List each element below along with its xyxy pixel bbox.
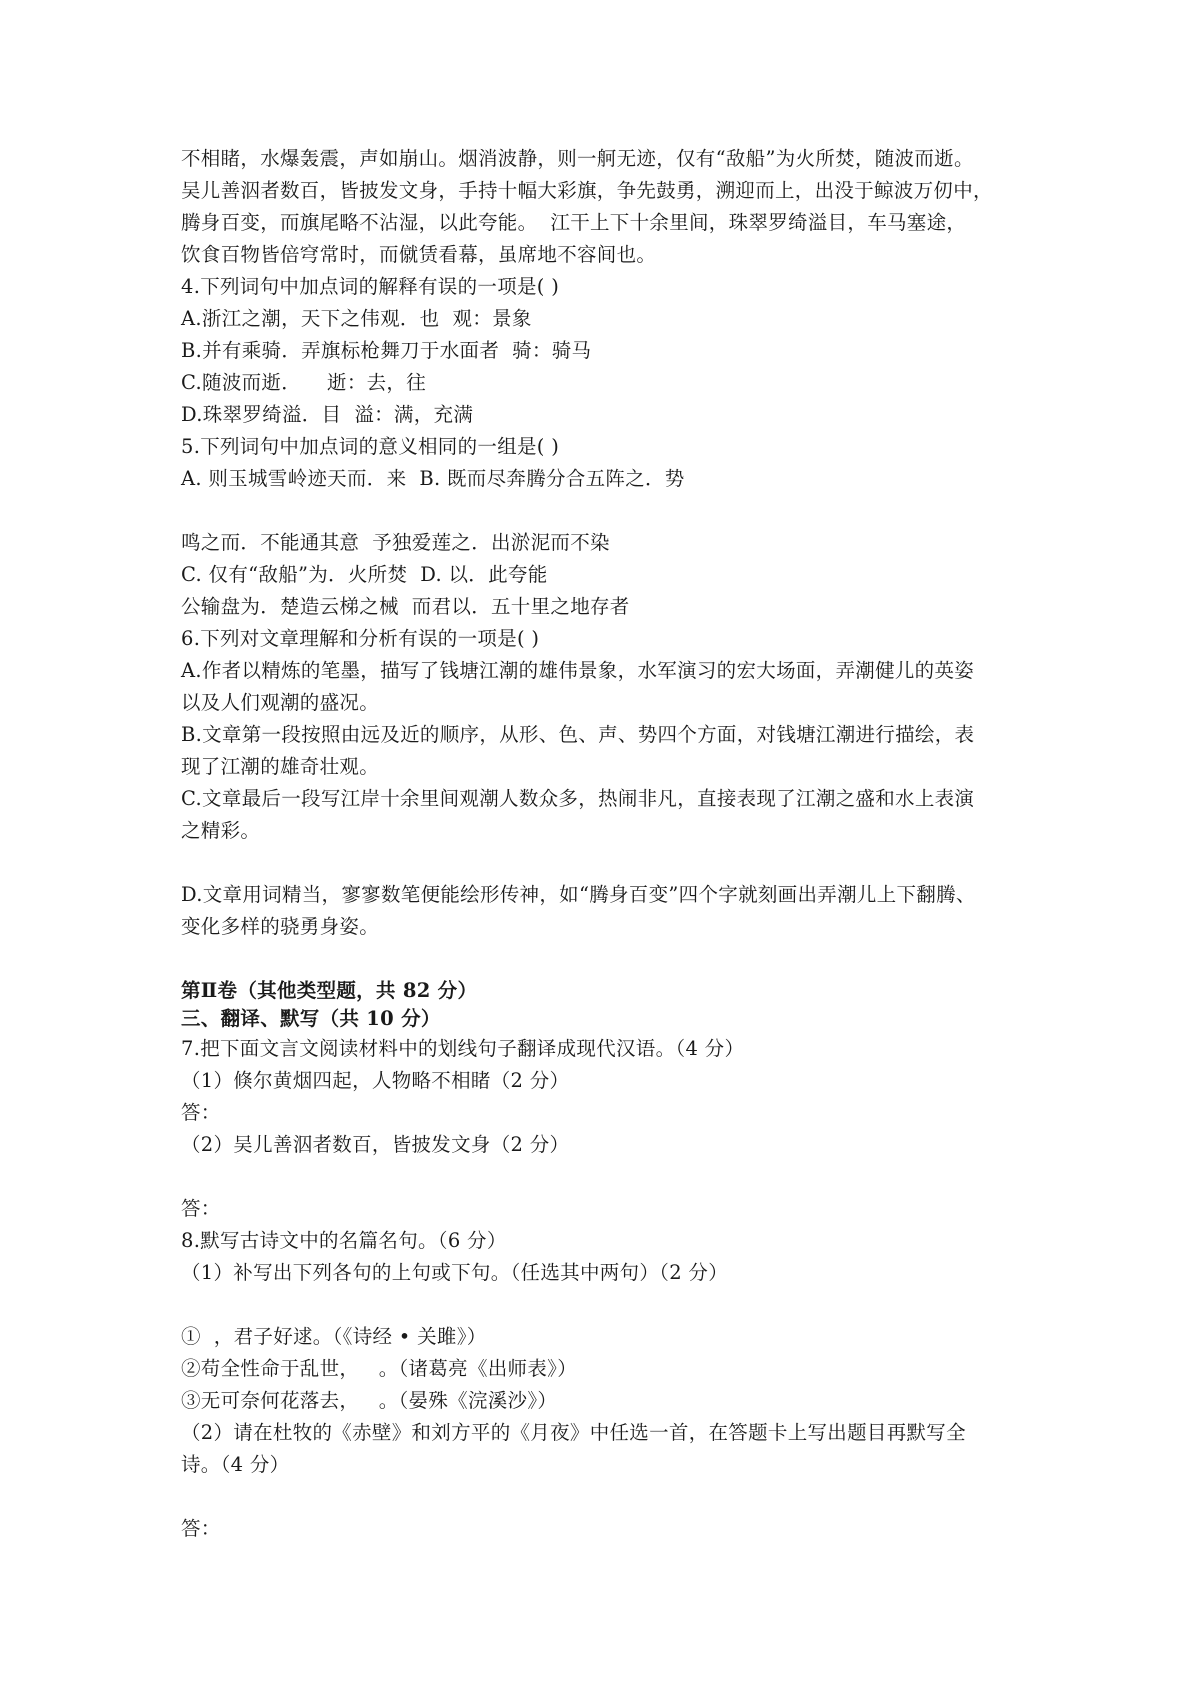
passage-line: 不相睹，水爆轰震，声如崩山。烟消波静，则一舸无迹，仅有“敌船”为火所焚，随波而逝。 <box>181 147 974 170</box>
q4-option-d: D.珠翠罗绮溢．目 溢：满，充满 <box>181 403 474 426</box>
q4-stem: 4.下列词句中加点词的解释有误的一项是( ) <box>181 275 560 298</box>
q6-option-d-cont: 变化多样的骁勇身姿。 <box>181 915 380 938</box>
q6-option-c: C.文章最后一段写江岸十余里间观潮人数众多，热闹非凡，直接表现了江潮之盛和水上表演 <box>181 787 975 810</box>
q6-stem: 6.下列对文章理解和分析有误的一项是( ) <box>181 627 540 650</box>
passage-line: 腾身百变，而旗尾略不沾湿，以此夸能。 江干上下十余里间，珠翠罗绮溢目，车马塞途， <box>181 211 967 234</box>
q4-option-b: B.并有乘骑．弄旗标枪舞刀于水面者 骑：骑马 <box>181 339 592 362</box>
q7-stem: 7.把下面文言文阅读材料中的划线句子翻译成现代汉语。（4 分） <box>181 1037 745 1060</box>
q8-part2-cont: 诗。（4 分） <box>181 1453 290 1476</box>
q8-stem: 8.默写古诗文中的名篇名句。（6 分） <box>181 1229 507 1252</box>
q5-options-cd-cont: 公输盘为．楚造云梯之械 而君以．五十里之地存者 <box>181 595 630 618</box>
q8-item3: ③无可奈何花落去， 。（晏殊《浣溪沙》） <box>181 1389 558 1412</box>
q8-part2: （2）请在杜牧的《赤壁》和刘方平的《月夜》中任选一首，在答题卡上写出题目再默写全 <box>181 1421 966 1444</box>
q4-option-a: A.浙江之潮，天下之伟观．也 观：景象 <box>181 307 532 330</box>
q6-option-c-cont: 之精彩。 <box>181 819 261 842</box>
q7-answer1: 答： <box>181 1101 221 1124</box>
q5-stem: 5.下列词句中加点词的意义相同的一组是( ) <box>181 435 560 458</box>
q6-option-a-cont: 以及人们观潮的盛况。 <box>181 691 380 714</box>
q5-options-ab: A. 则玉城雪岭迹天而．来 B. 既而尽奔腾分合五阵之．势 <box>181 467 685 490</box>
q6-option-a: A.作者以精炼的笔墨，描写了钱塘江潮的雄伟景象，水军演习的宏大场面，弄潮健儿的英姿 <box>181 659 975 682</box>
section-subtitle: 三、翻译、默写（共 10 分） <box>181 1007 441 1030</box>
q8-item1: ① ，君子好逑。（《诗经 • 关雎》） <box>181 1325 487 1348</box>
q6-option-d: D.文章用词精当，寥寥数笔便能绘形传神，如“腾身百变”四个字就刻画出弄潮儿上下翻腾、 <box>181 883 976 906</box>
q7-part1: （1）倏尔黄烟四起，人物略不相睹（2 分） <box>181 1069 570 1092</box>
passage-line: 饮食百物皆倍穹常时，而僦赁看幕，虽席地不容间也。 <box>181 243 657 266</box>
passage-line: 吴儿善泅者数百，皆披发文身，手持十幅大彩旗，争先鼓勇，溯迎而上，出没于鲸波万仞中， <box>181 179 993 202</box>
q4-option-c: C.随波而逝． 逝：去，往 <box>181 371 427 394</box>
q7-answer2: 答： <box>181 1197 221 1220</box>
section-title: 第Ⅱ卷（其他类型题，共 82 分） <box>181 979 478 1002</box>
q7-part2: （2）吴儿善泅者数百，皆披发文身（2 分） <box>181 1133 570 1156</box>
q8-answer: 答： <box>181 1517 221 1540</box>
q6-option-b-cont: 现了江潮的雄奇壮观。 <box>181 755 380 778</box>
q8-part1: （1）补写出下列各句的上句或下句。（任选其中两句）（2 分） <box>181 1261 729 1284</box>
q5-options-cd: C. 仅有“敌船”为．火所焚 D. 以．此夸能 <box>181 563 548 586</box>
q6-option-b: B.文章第一段按照由远及近的顺序，从形、色、声、势四个方面，对钱塘江潮进行描绘，表 <box>181 723 975 746</box>
q8-item2: ②苟全性命于乱世， 。（诸葛亮《出师表》） <box>181 1357 577 1380</box>
q5-options-ab-cont: 鸣之而．不能通其意 予独爱莲之．出淤泥而不染 <box>181 531 610 554</box>
